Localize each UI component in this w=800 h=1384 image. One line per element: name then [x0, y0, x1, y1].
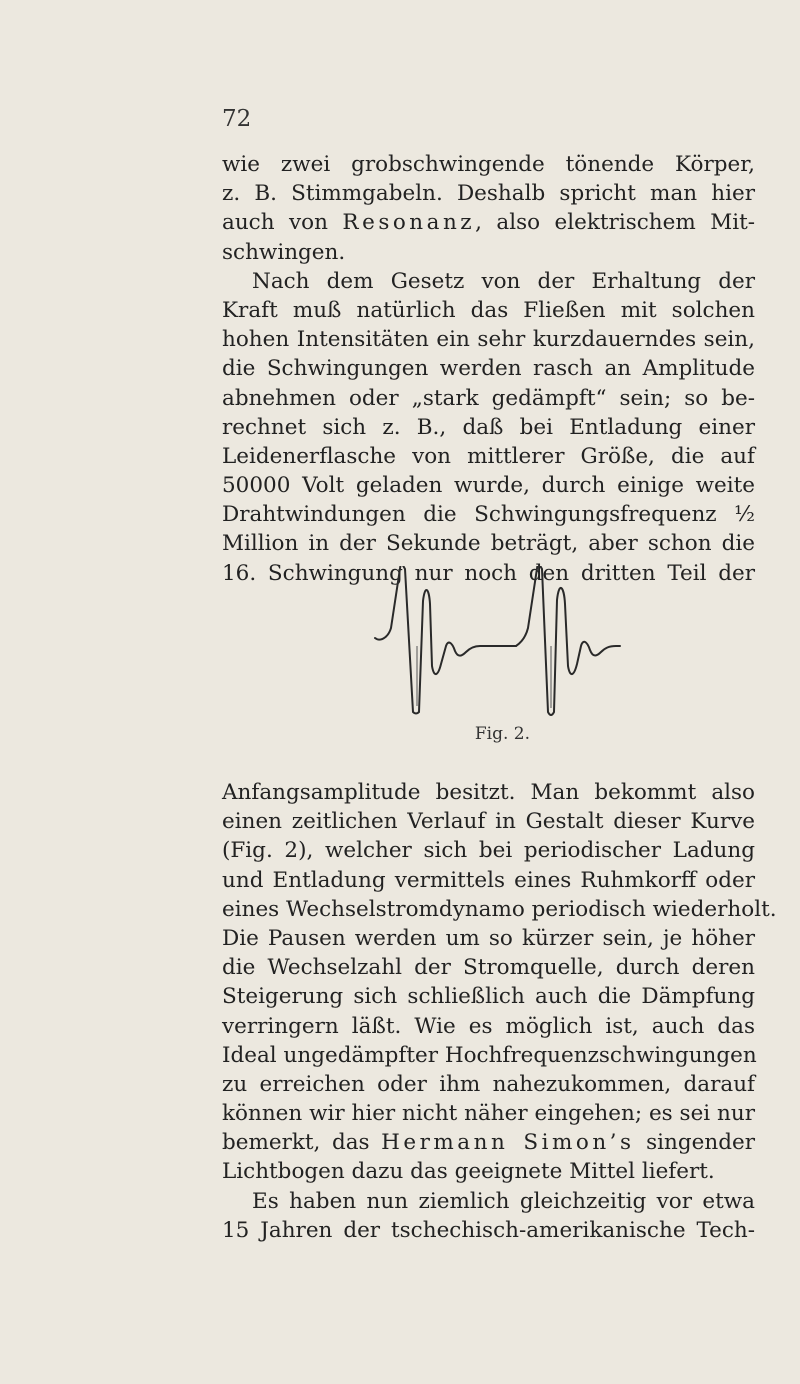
- text-line: z. B. Stimmgabeln. Deshalb spricht man hier: [222, 181, 755, 207]
- text-line: Steigerung sich schließlich auch die Dämpfung: [222, 984, 755, 1010]
- text-line: rechnet sich z. B., daß bei Entladung einer: [222, 414, 755, 440]
- text-line: die Wechselzahl der Stromquelle, durch deren: [222, 955, 755, 981]
- text-line: 50000 Volt geladen wurde, durch einige weite: [222, 473, 755, 499]
- text-line: können wir hier nicht näher eingehen; es sei nur: [222, 1101, 755, 1127]
- text-line: abnehmen oder „stark gedämpft“ sein; so be-: [222, 385, 755, 411]
- text-line: verringern läßt. Wie es möglich ist, auch das: [222, 1013, 755, 1039]
- spaced-term-hermann-simon: Hermann Simon’s: [381, 1130, 635, 1156]
- figure-2: [360, 566, 640, 766]
- text-line: Drahtwindungen die Schwingungsfrequenz ½: [222, 502, 755, 528]
- text-line: Kraft muß natürlich das Fließen mit solchen: [222, 297, 755, 323]
- text-line: eines Wechselstromdynamo periodisch wiederholt.: [222, 896, 777, 922]
- text-line: und Entladung vermittels eines Ruhmkorff oder: [222, 867, 755, 893]
- text-fragment: auch von: [222, 210, 343, 236]
- spaced-term-resonanz: Resonanz: [342, 210, 476, 236]
- text-block-bottom: [222, 778, 777, 1245]
- text-line: schwingen.: [222, 239, 346, 265]
- page-number: 72: [222, 106, 252, 132]
- text-line: die Schwingungen werden rasch an Amplitude: [222, 356, 755, 382]
- oscillation-burst-2: [516, 566, 620, 715]
- text-line: 15 Jahren der tschechisch-amerikanische Tech-: [222, 1217, 755, 1243]
- text-line: Die Pausen werden um so kürzer sein, je höher: [222, 925, 755, 951]
- figure-caption: Fig. 2.: [474, 724, 530, 744]
- text-line: Lichtbogen dazu das geeignete Mittel liefert.: [222, 1159, 715, 1185]
- text-line: wie zwei grobschwingende tönende Körper,: [222, 152, 755, 177]
- oscillation-burst-1: [375, 566, 516, 714]
- text-line: Leidenerflasche von mittlerer Größe, die auf: [222, 443, 755, 469]
- text-line: Anfangsamplitude besitzt. Man bekommt also: [222, 780, 755, 805]
- text-line: Million in der Sekunde beträgt, aber schon die: [222, 531, 755, 557]
- damped-oscillation-curve-svg: [360, 566, 640, 726]
- text-line: hohen Intensitäten ein sehr kurzdauerndes sein,: [222, 327, 755, 353]
- text-line: Es haben nun ziemlich gleichzeitig vor etwa: [252, 1188, 755, 1214]
- text-line: 16. Schwingung nur noch den dritten Teil der: [222, 560, 755, 586]
- text-line: zu erreichen oder ihm nahezukommen, darauf: [222, 1071, 755, 1097]
- text-block-top: [222, 150, 755, 588]
- text-line: Ideal ungedämpfter Hochfrequenzschwingungen: [222, 1042, 757, 1068]
- text-fragment: , also elektrischem Mit-: [475, 210, 755, 236]
- text-line: einen zeitlichen Verlauf in Gestalt dieser Kurve: [222, 809, 755, 835]
- text-fragment: bemerkt, das: [222, 1130, 382, 1156]
- text-line: [222, 1128, 755, 1157]
- text-fragment: singender: [634, 1130, 755, 1156]
- text-line: [222, 208, 755, 237]
- text-line: (Fig. 2), welcher sich bei periodischer Ladung: [222, 838, 755, 864]
- text-line: Nach dem Gesetz von der Erhaltung der: [252, 268, 755, 294]
